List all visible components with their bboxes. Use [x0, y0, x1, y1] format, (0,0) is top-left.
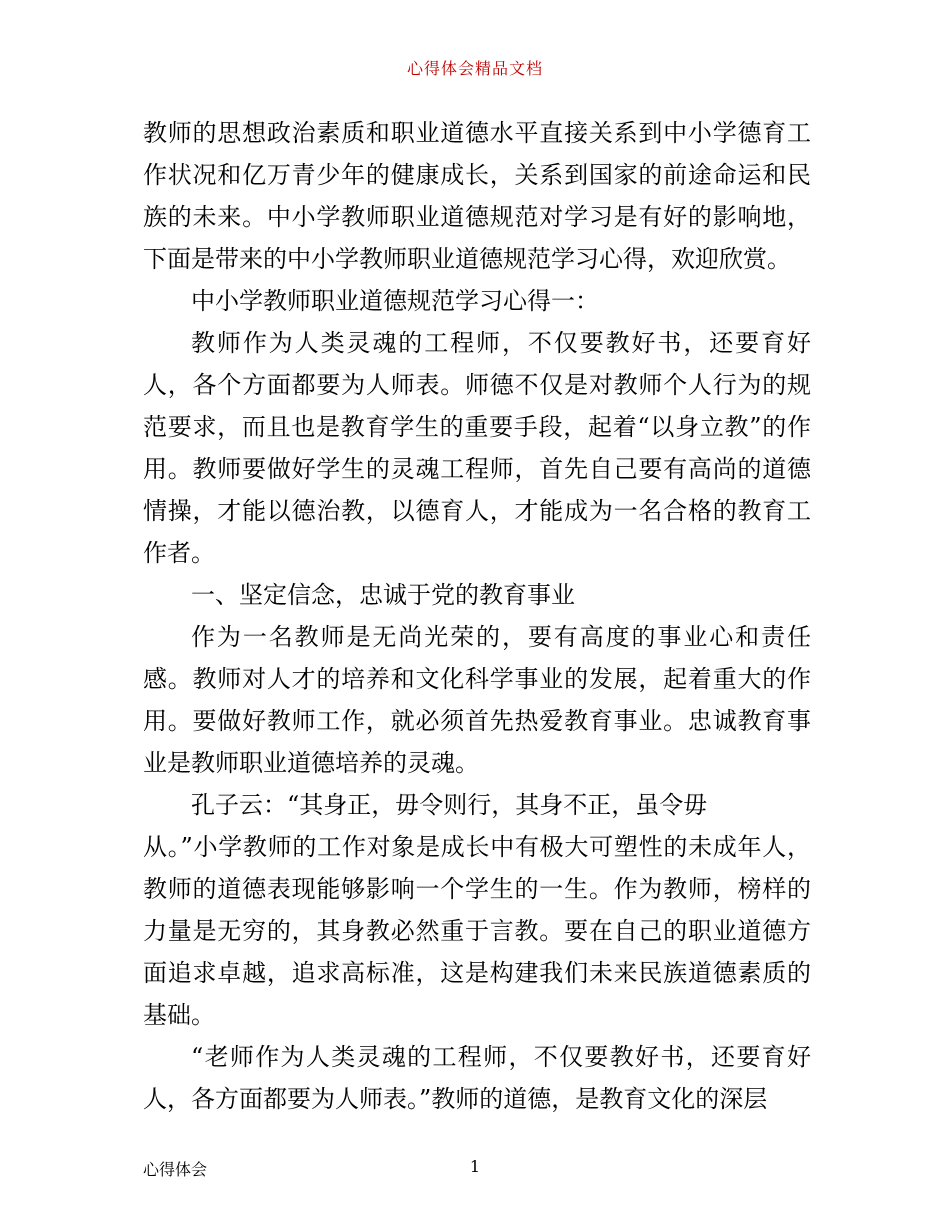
- paragraph-subheading-1: 一、坚定信念，忠诚于党的教育事业: [191, 581, 575, 609]
- paragraph-section-heading: 中小学教师职业道德规范学习心得一：: [191, 287, 599, 315]
- page-header-title: 心得体会精品文档: [406, 59, 543, 78]
- paragraph-teacher-role: 教师作为人类灵魂的工程师，不仅要教好书，还要育好人，各个方面都要为人师表。师德不仅是对教师个人行为的规范要求，而且也是教育学生的重要手段，起着“以身立教”的作用。教师要做好学生的灵魂工程师，首先自己要有高尚的道德情操，才能以德治教，以德育人，才能成为一名合格的教育工作者。: [143, 329, 811, 567]
- paragraph-career-devotion: 作为一名教师是无尚光荣的，要有高度的事业心和责任感。教师对人才的培养和文化科学事业的发展，起着重大的作用。要做好教师工作，就必须首先热爱教育事业。忠诚教育事业是教师职业道德培养的灵魂。: [143, 623, 811, 777]
- paragraph-teacher-ethics: “老师作为人类灵魂的工程师，不仅要教好书，还要育好人，各方面都要为人师表。”教师的道德，是教育文化的深层: [143, 1043, 811, 1113]
- footer-label: 心得体会: [143, 1160, 208, 1179]
- paragraph-role-model: 从。”小学教师的工作对象是成长中有极大可塑性的未成年人，教师的道德表现能够影响一个学生的一生。作为教师，榜样的力量是无穷的，其身教必然重于言教。要在自己的职业道德方面追求卓越，追求高标准，这是构建我们未来民族道德素质的基础。: [143, 833, 811, 1029]
- footer-page-number: 1: [469, 1157, 481, 1176]
- paragraph-intro: 教师的思想政治素质和职业道德水平直接关系到中小学德育工作状况和亿万青少年的健康成长，关系到国家的前途命运和民族的未来。中小学教师职业道德规范对学习是有好的影响地，下面是带来的中小学教师职业道德规范学习心得，欢迎欣赏。: [143, 119, 811, 273]
- paragraph-confucius-quote: 孔子云：“其身正，毋令则行，其身不正，虽令毋: [191, 791, 708, 819]
- document-body: [143, 112, 811, 1120]
